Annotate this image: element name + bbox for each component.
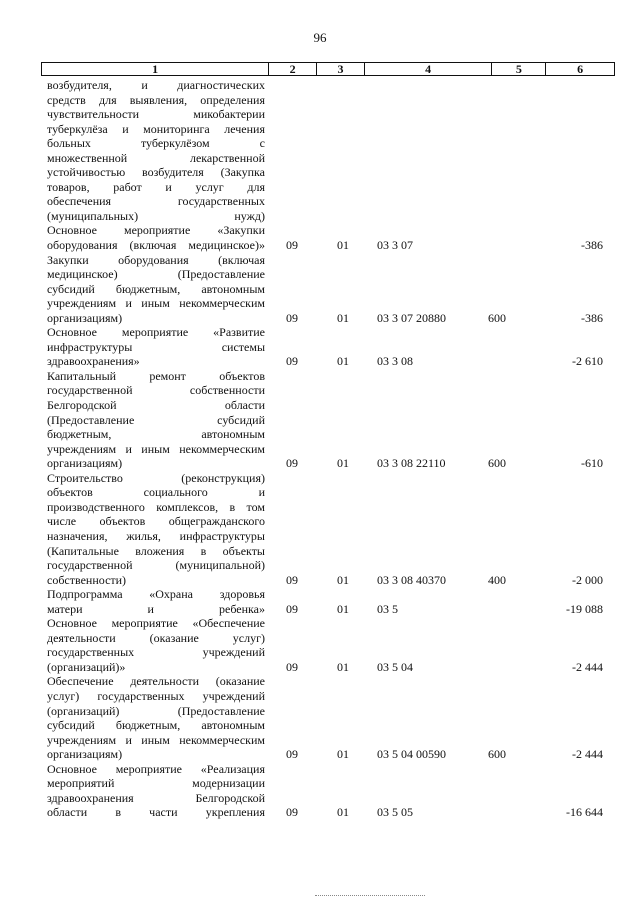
row-sum: -2 000 (572, 572, 603, 587)
row-target-article: 03 5 04 00590 (377, 747, 446, 762)
row-podrazdel: 01 (337, 354, 349, 369)
row-razdel: 09 (286, 310, 298, 325)
row-podrazdel: 01 (337, 747, 349, 762)
row-podrazdel: 01 (337, 601, 349, 616)
row-expense-type: 600 (488, 310, 506, 325)
page-number: 96 (313, 30, 327, 45)
table-row (0, 762, 640, 820)
table-row (0, 587, 640, 616)
row-target-article: 03 5 04 (377, 659, 413, 674)
header-col-4: 4 (365, 63, 493, 75)
row-description: Основное мероприятие «Реализация мероприятий модернизации здравоохранения Белгородской области в части укрепления (47, 761, 265, 820)
row-target-article: 03 5 (377, 601, 398, 616)
scan-artifact-line (315, 895, 425, 897)
row-podrazdel: 01 (337, 659, 349, 674)
row-sum: -2 444 (572, 747, 603, 762)
row-target-article: 03 3 08 40370 (377, 572, 446, 587)
table-row (0, 674, 640, 761)
row-sum: -19 088 (566, 601, 603, 616)
row-expense-type: 600 (488, 456, 506, 471)
row-razdel: 09 (286, 456, 298, 471)
row-razdel: 09 (286, 601, 298, 616)
row-target-article: 03 3 08 (377, 354, 413, 369)
row-expense-type: 400 (488, 572, 506, 587)
row-razdel: 09 (286, 354, 298, 369)
table-row (0, 223, 640, 252)
row-sum: -16 644 (566, 805, 603, 820)
row-razdel: 09 (286, 805, 298, 820)
table-row (0, 253, 640, 326)
row-razdel: 09 (286, 572, 298, 587)
row-target-article: 03 5 05 (377, 805, 413, 820)
table-row (0, 369, 640, 471)
row-description: Подпрограмма «Охрана здоровья матери и ребенка» (47, 587, 265, 616)
row-description: Капитальный ремонт объектов государственной собственности Белгородской области (Предоставление субсидий бюджетным, автономным учреждениям и иным некоммерческим организациям) (47, 368, 265, 471)
table-row (0, 471, 640, 587)
row-description: Основное мероприятие «Закупки оборудования (включая медицинское)» (47, 223, 265, 253)
row-description: Закупки оборудования (включая медицинское) (Предоставление субсидий бюджетным, автономным учреждениям и иным некоммерческим организациям) (47, 252, 265, 325)
row-podrazdel: 01 (337, 456, 349, 471)
table-row (0, 325, 640, 369)
header-col-6: 6 (577, 62, 584, 76)
row-razdel: 09 (286, 659, 298, 674)
row-podrazdel: 01 (337, 572, 349, 587)
header-col-3: 3 (317, 63, 365, 75)
row-sum: -386 (581, 310, 603, 325)
row-description: Основное мероприятие «Обеспечение деятельности (оказание услуг) государственных учреждений (организаций)» (47, 616, 265, 674)
row-target-article: 03 3 07 20880 (377, 310, 446, 325)
row-razdel: 09 (286, 747, 298, 762)
row-target-article: 03 3 07 (377, 238, 413, 253)
header-col-5: 5 (492, 63, 546, 75)
row-sum: -2 444 (572, 659, 603, 674)
row-expense-type: 600 (488, 747, 506, 762)
table-header (41, 62, 615, 76)
row-description: Обеспечение деятельности (оказание услуг) государственных учреждений (организаций) (Предоставление субсидий бюджетным, автономным учреждениям и иным некоммерческим организациям) (47, 674, 265, 762)
row-description: возбудителя, и диагностических средств для выявления, определения чувствительности микобактерии туберкулёза и мониторинга лечения больных туберкулёзом с множественной лекарственной устойчивостью возбудителя (Закупка товаров, работ и услуг для обеспечения государственных (муниципальных) нужд) (47, 78, 265, 223)
row-podrazdel: 01 (337, 805, 349, 820)
table-row (0, 616, 640, 674)
row-sum: -610 (581, 456, 603, 471)
table-row (0, 78, 640, 223)
table-body (0, 78, 640, 820)
header-col-1: 1 (42, 63, 269, 75)
row-podrazdel: 01 (337, 238, 349, 253)
row-sum: -2 610 (572, 354, 603, 369)
row-description: Основное мероприятие «Развитие инфраструктуры системы здравоохранения» (47, 325, 265, 369)
header-col-2: 2 (269, 63, 317, 75)
row-target-article: 03 3 08 22110 (377, 456, 446, 471)
row-sum: -386 (581, 238, 603, 253)
row-description: Строительство (реконструкция) объектов социального и производственного комплексов, в том числе объектов общегражданского назначения, жилья, инфраструктуры (Капитальные вложения в объекты государственной (муниципальной) собственности) (47, 470, 265, 587)
row-razdel: 09 (286, 238, 298, 253)
row-podrazdel: 01 (337, 310, 349, 325)
